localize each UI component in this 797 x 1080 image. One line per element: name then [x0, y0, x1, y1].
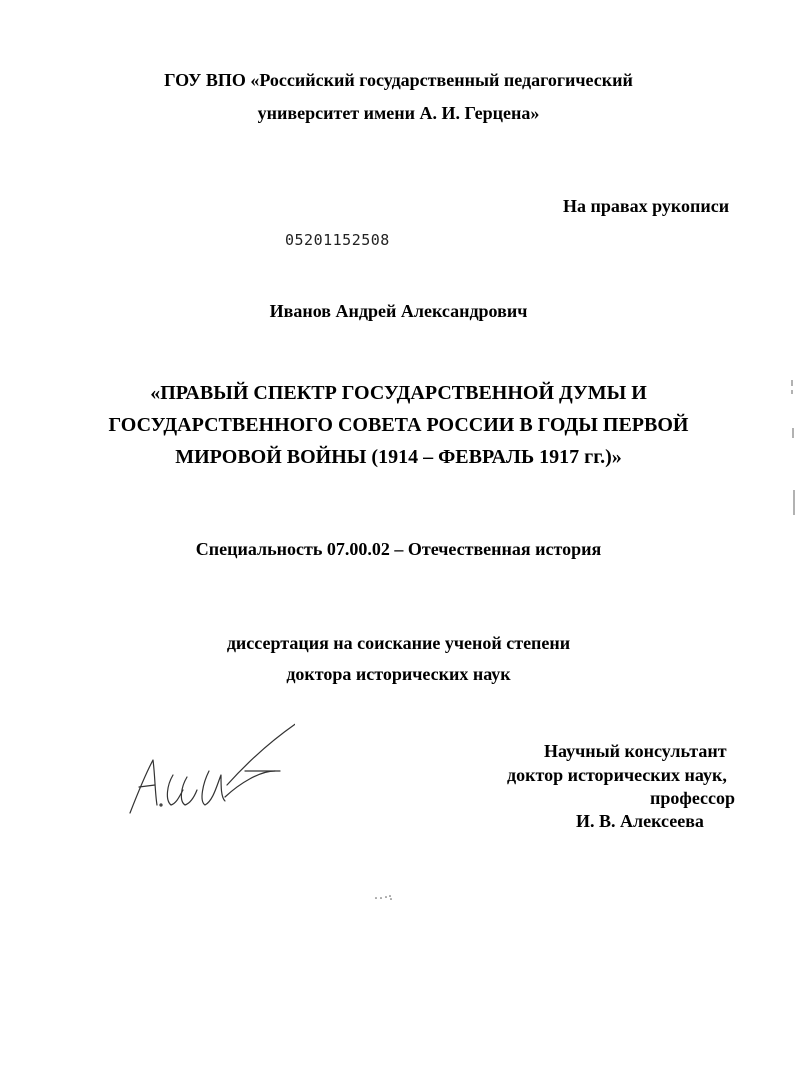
institution-line-1: ГОУ ВПО «Российский государственный педагогический — [164, 70, 633, 90]
consultant-rank: профессор — [650, 788, 736, 808]
title-line-3: МИРОВОЙ ВОЙНЫ (1914 – ФЕВРАЛЬ 1917 гг.)» — [175, 446, 622, 468]
author-name: Иванов Андрей Александрович — [269, 301, 528, 321]
scan-edge-marks — [787, 380, 797, 530]
author-signature — [125, 705, 295, 820]
registration-number: 05201152508 — [285, 231, 390, 249]
consultant-degree: доктор исторических наук, — [507, 765, 727, 785]
specialty: Специальность 07.00.02 – Отечественная история — [195, 539, 602, 559]
degree-line-2: доктора исторических наук — [286, 664, 511, 684]
institution-line-2: университет имени А. И. Герцена» — [257, 103, 540, 123]
consultant-name: И. В. Алексеева — [576, 811, 704, 831]
manuscript-rights: На правах рукописи — [563, 196, 730, 216]
scan-speck-marks — [374, 893, 394, 901]
degree-line-1: диссертация на соискание ученой степени — [226, 633, 571, 653]
title-line-1: «ПРАВЫЙ СПЕКТР ГОСУДАРСТВЕННОЙ ДУМЫ И — [150, 382, 647, 404]
title-line-2: ГОСУДАРСТВЕННОГО СОВЕТА РОССИИ В ГОДЫ ПЕРВОЙ — [108, 414, 689, 436]
consultant-label: Научный консультант — [544, 741, 727, 761]
